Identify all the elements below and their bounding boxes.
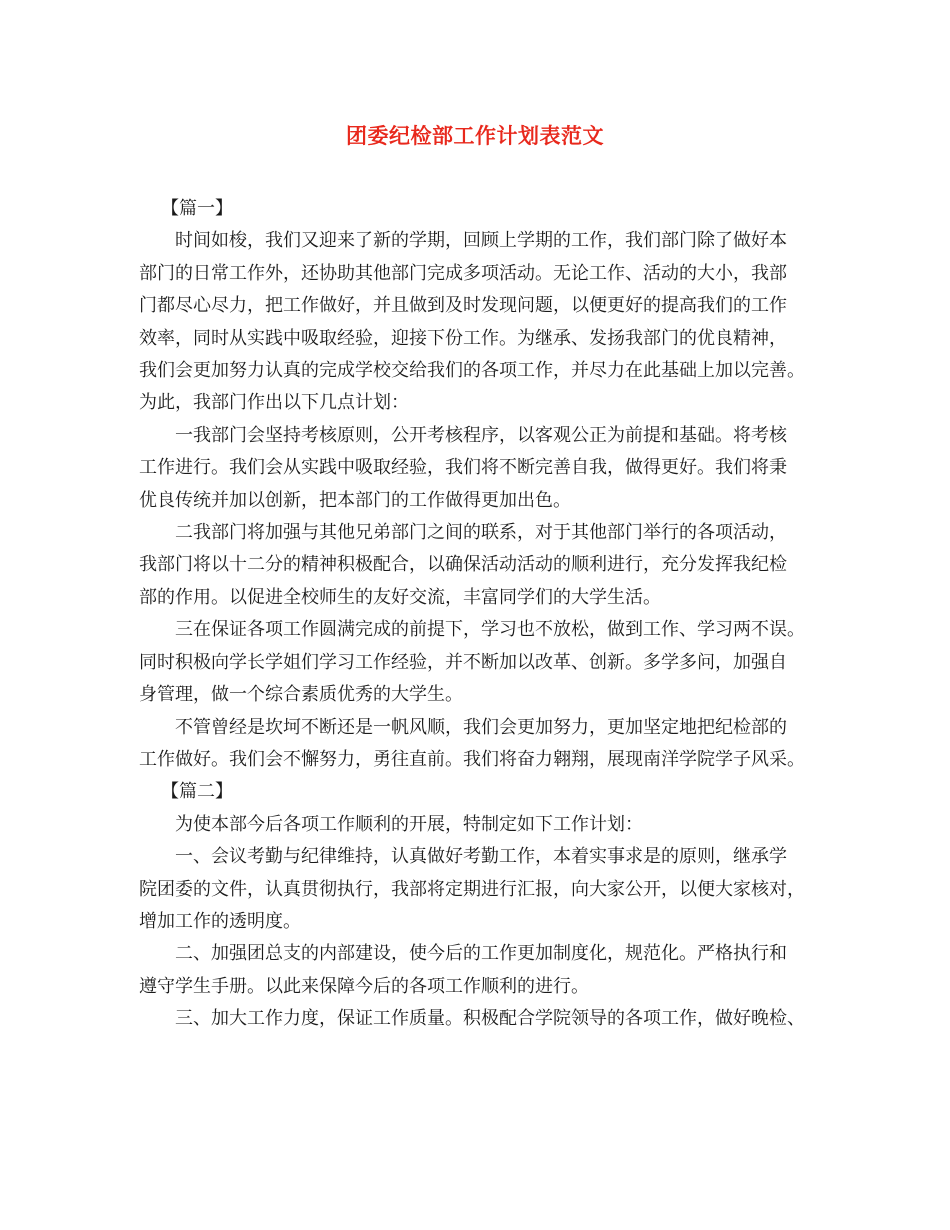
text-line: 身管理，做一个综合素质优秀的大学生。 (139, 684, 463, 706)
document-title: 团委纪检部工作计划表范文 (346, 123, 604, 148)
text-line: 时间如梭，我们又迎来了新的学期，回顾上学期的工作，我们部门除了做好本 (175, 230, 787, 252)
text-line: 为使本部今后各项工作顺利的开展，特制定如下工作计划： (175, 813, 643, 835)
text-line: 三在保证各项工作圆满完成的前提下，学习也不放松，做到工作、学习两不误。 (175, 619, 805, 641)
text-line: 部的作用。以促进全校师生的友好交流，丰富同学们的大学生活。 (139, 586, 661, 608)
section-heading-1: 【篇一】 (161, 198, 233, 219)
text-line: 三、加大工作力度，保证工作质量。积极配合学院领导的各项工作，做好晚检、 (175, 1008, 805, 1030)
text-line: 遵守学生手册。以此来保障今后的各项工作顺利的进行。 (139, 975, 589, 997)
text-line: 院团委的文件，认真贯彻执行，我部将定期进行汇报，向大家公开，以便大家核对， (139, 878, 805, 900)
text-line: 一、会议考勤与纪律维持，认真做好考勤工作，本着实事求是的原则，继承学 (175, 846, 787, 868)
text-line: 效率，同时从实践中吸取经验，迎接下份工作。为继承、发扬我部门的优良精神， (139, 327, 787, 349)
text-line: 部门的日常工作外，还协助其他部门完成多项活动。无论工作、活动的大小，我部 (139, 262, 787, 284)
text-line: 优良传统并加以创新，把本部门的工作做得更加出色。 (139, 489, 571, 511)
text-line: 工作做好。我们会不懈努力，勇往直前。我们将奋力翱翔，展现南洋学院学子风采。 (139, 748, 805, 770)
text-line: 门都尽心尽力，把工作做好，并且做到及时发现问题，以便更好的提高我们的工作 (139, 295, 787, 317)
text-line: 二、加强团总支的内部建设，使今后的工作更加制度化，规范化。严格执行和 (175, 943, 787, 965)
text-line: 增加工作的透明度。 (139, 910, 301, 932)
text-line: 不管曾经是坎坷不断还是一帆风顺，我们会更加努力，更加坚定地把纪检部的 (175, 716, 787, 738)
text-line: 为此，我部门作出以下几点计划： (139, 392, 409, 414)
text-line: 我部门将以十二分的精神积极配合，以确保活动活动的顺利进行，充分发挥我纪检 (139, 554, 787, 576)
paragraph (139, 225, 823, 419)
paragraph (139, 517, 823, 614)
text-line: 工作进行。我们会从实践中吸取经验，我们将不断完善自我，做得更好。我们将秉 (139, 457, 787, 479)
text-line: 我们会更加努力认真的完成学校交给我们的各项工作，并尽力在此基础上加以完善。 (139, 360, 805, 382)
section-heading-2: 【篇二】 (161, 781, 233, 803)
paragraph (139, 938, 823, 1003)
paragraph (139, 420, 823, 517)
text-line: 二我部门将加强与其他兄弟部门之间的联系，对于其他部门举行的各项活动， (175, 522, 787, 544)
paragraph (139, 1003, 823, 1035)
paragraph (139, 809, 823, 841)
text-line: 同时积极向学长学姐们学习工作经验，并不断加以改革、创新。多学多问，加强自 (139, 651, 787, 673)
paragraph (139, 712, 823, 777)
text-line: 一我部门会坚持考核原则，公开考核程序，以客观公正为前提和基础。将考核 (175, 424, 787, 446)
paragraph (139, 841, 823, 938)
paragraph (139, 614, 823, 711)
document-body (139, 193, 823, 1036)
